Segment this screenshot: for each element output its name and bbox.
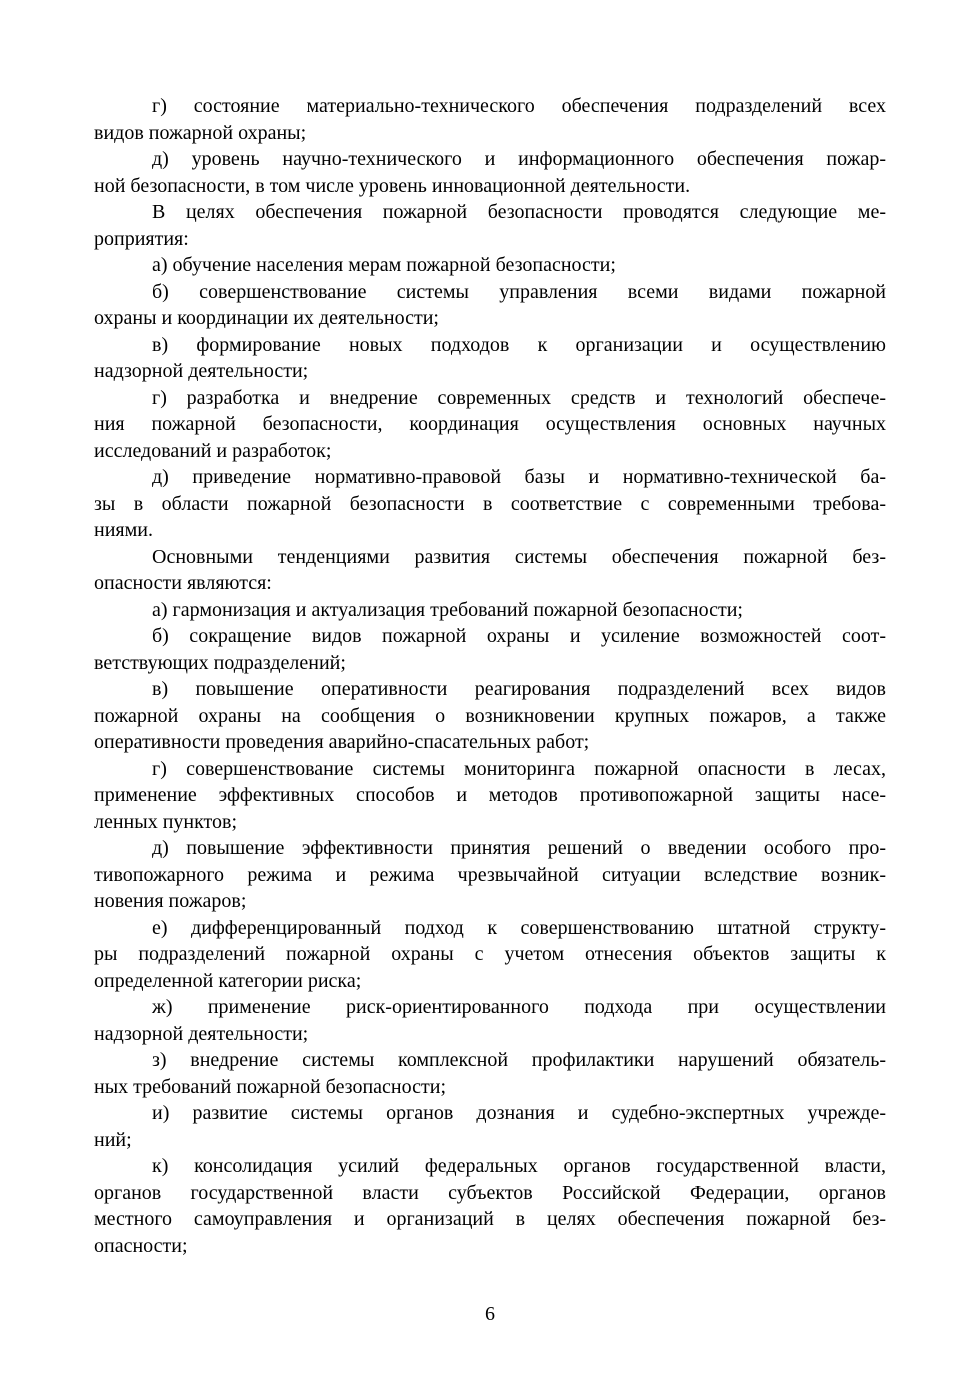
paragraph (94, 835, 886, 915)
text-line: д) повышение эффективности принятия решений о введении особого про- (152, 837, 886, 859)
paragraph (94, 915, 886, 995)
text-line: в) формирование новых подходов к организации и осуществлению (152, 333, 886, 356)
page-number: 6 (485, 1303, 495, 1325)
text-line: пожарной охраны на сообщения о возникновении крупных пожаров, а также (94, 704, 886, 727)
text-line: ры подразделений пожарной охраны с учетом отнесения объектов защиты к (94, 943, 886, 965)
text-line: а) гармонизация и актуализация требований пожарной безопасности; (152, 598, 743, 621)
text-line: ния пожарной безопасности, координация осуществления основных научных (94, 413, 886, 435)
text-line: ветствующих подразделений; (94, 651, 346, 674)
text-line: г) разработка и внедрение современных средств и технологий обеспече- (152, 386, 886, 409)
text-line: видов пожарной охраны; (94, 121, 307, 144)
paragraph (94, 1153, 886, 1259)
text-line: з) внедрение системы комплексной профилактики нарушений обязатель- (152, 1049, 886, 1071)
text-line: е) дифференцированный подход к совершенствованию штатной структу- (152, 916, 886, 939)
text-line: определенной категории риска; (94, 969, 362, 992)
text-line: охраны и координации их деятельности; (94, 307, 439, 329)
text-line: зы в области пожарной безопасности в соответствие с современными требова- (94, 492, 886, 515)
paragraph (94, 93, 886, 146)
paragraph (94, 597, 886, 624)
text-line: надзорной деятельности; (94, 1022, 309, 1045)
text-line: а) обучение населения мерам пожарной безопасности; (152, 254, 616, 276)
paragraph (94, 676, 886, 756)
text-line: новения пожаров; (94, 890, 247, 912)
text-line: местного самоуправления и организаций в целях обеспечения пожарной без- (94, 1208, 886, 1230)
text-line: б) сокращение видов пожарной охраны и усиление возможностей соот- (152, 625, 886, 647)
paragraph (94, 1047, 886, 1100)
paragraph (94, 279, 886, 332)
text-line: опасности являются: (94, 572, 272, 594)
text-line: опасности; (94, 1234, 188, 1257)
paragraph (94, 994, 886, 1047)
paragraph (94, 544, 886, 597)
paragraph (94, 252, 886, 279)
text-line: ленных пунктов; (94, 810, 238, 833)
text-line: ниями. (94, 519, 153, 541)
text-line: д) уровень научно-технического и информационного обеспечения пожар- (152, 148, 886, 170)
text-line: исследований и разработок; (94, 439, 332, 462)
paragraph (94, 464, 886, 544)
text-line: В целях обеспечения пожарной безопасности проводятся следующие ме- (152, 201, 886, 223)
text-line: ж) применение риск-ориентированного подхода при осуществлении (152, 996, 886, 1018)
text-line: оперативности проведения аварийно-спасательных работ; (94, 731, 590, 753)
text-line: Основными тенденциями развития системы обеспечения пожарной без- (152, 545, 886, 568)
text-line: надзорной деятельности; (94, 360, 309, 382)
paragraph (94, 623, 886, 676)
paragraph (94, 385, 886, 465)
text-line: г) состояние материально-технического обеспечения подразделений всех (152, 95, 886, 117)
paragraph (94, 199, 886, 252)
text-line: ной безопасности, в том числе уровень инновационной деятельности. (94, 174, 691, 197)
text-line: г) совершенствование системы мониторинга пожарной опасности в лесах, (152, 757, 886, 780)
paragraph (94, 146, 886, 199)
paragraph (94, 332, 886, 385)
text-line: тивопожарного режима и режима чрезвычайной ситуации вследствие возник- (94, 863, 886, 886)
paragraph (94, 1100, 886, 1153)
text-line: применение эффективных способов и методов противопожарной защиты насе- (94, 784, 886, 806)
text-line: ных требований пожарной безопасности; (94, 1075, 447, 1098)
paragraph (94, 756, 886, 836)
text-line: и) развитие системы органов дознания и судебно-экспертных учрежде- (152, 1102, 886, 1124)
text-line: д) приведение нормативно-правовой базы и нормативно-технической ба- (152, 466, 886, 488)
text-line: органов государственной власти субъектов Российской Федерации, органов (94, 1181, 886, 1204)
text-line: роприятия: (94, 227, 189, 250)
text-line: в) повышение оперативности реагирования подразделений всех видов (152, 678, 886, 700)
text-line: ний; (94, 1128, 132, 1151)
text-line: к) консолидация усилий федеральных органов государственной власти, (152, 1155, 886, 1177)
document-body (94, 93, 886, 1259)
text-line: б) совершенствование системы управления всеми видами пожарной (152, 280, 886, 303)
